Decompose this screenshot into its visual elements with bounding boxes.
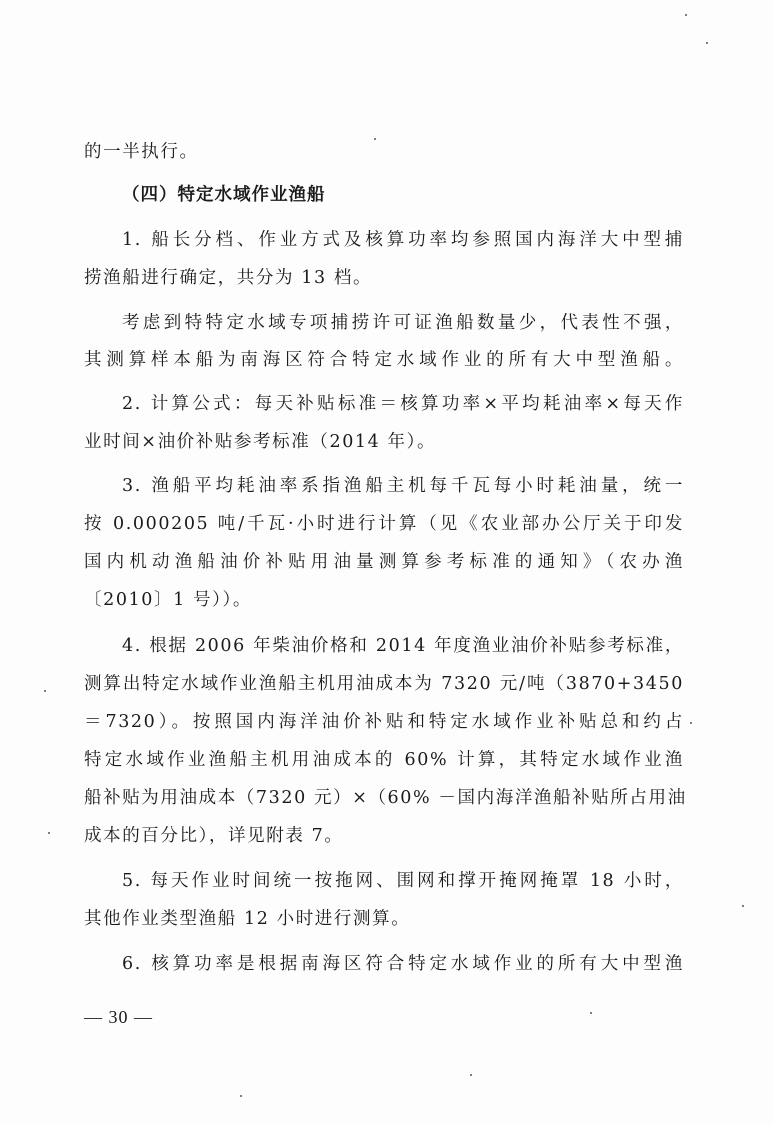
text-line: 其测算样本船为南海区符合特定水域作业的所有大中型渔船。: [84, 350, 684, 370]
text-line: 4. 根据 2006 年柴油价格和 2014 年度渔业油价补贴参考标准，: [122, 636, 684, 656]
text-line: 5. 每天作业时间统一按拖网、围网和撑开掩网掩罩 18 小时，: [122, 871, 684, 891]
text-line: 2. 计算公式：每天补贴标准＝核算功率×平均耗油率×每天作: [122, 394, 684, 414]
text-line: 〔2010〕1 号））。: [84, 590, 252, 610]
text-line: 捞渔船进行确定，共分为 13 档。: [84, 268, 373, 288]
text-line: 的一半执行。: [84, 142, 199, 162]
text-line: 测算出特定水域作业渔船主机用油成本为 7320 元/吨（3870+3450: [84, 674, 684, 694]
text-line: 国内机动渔船油价补贴用油量测算参考标准的通知》（农办渔: [84, 552, 684, 572]
scan-speck: [44, 690, 46, 692]
scan-speck: [470, 1074, 472, 1076]
page-number: — 30 —: [84, 1007, 153, 1027]
scan-speck: [690, 722, 692, 724]
text-line: 成本的百分比），详见附表 7。: [84, 826, 344, 846]
text-line: 业时间×油价补贴参考标准（2014 年）。: [84, 432, 437, 452]
text-line: 船补贴为用油成本（7320 元）×（60% －国内海洋渔船补贴所占用油: [84, 788, 687, 808]
text-line: 其他作业类型渔船 12 小时进行测算。: [84, 909, 411, 929]
text-line: 考虑到特特定水域专项捕捞许可证渔船数量少，代表性不强，: [122, 313, 684, 333]
scan-speck: [706, 42, 708, 44]
text-line: ＝7320）。按照国内海洋油价补贴和特定水域作业补贴总和约占: [84, 712, 684, 732]
scan-speck: [374, 138, 376, 140]
section-heading: （四）特定水域作业渔船: [122, 185, 326, 205]
text-line: 按 0.000205 吨/千瓦·小时进行计算（见《农业部办公厅关于印发: [84, 514, 684, 534]
text-line: 6. 核算功率是根据南海区符合特定水域作业的所有大中型渔: [122, 954, 684, 974]
scan-speck: [240, 1095, 242, 1097]
scan-speck: [685, 14, 687, 16]
scan-speck: [48, 832, 50, 834]
scan-speck: [590, 1012, 592, 1014]
text-line: 3. 渔船平均耗油率系指渔船主机每千瓦每小时耗油量，统一: [122, 476, 684, 496]
text-line: 特定水域作业渔船主机用油成本的 60% 计算，其特定水域作业渔: [84, 750, 684, 770]
text-line: 1. 船长分档、作业方式及核算功率均参照国内海洋大中型捕: [122, 230, 684, 250]
scan-speck: [742, 905, 744, 907]
